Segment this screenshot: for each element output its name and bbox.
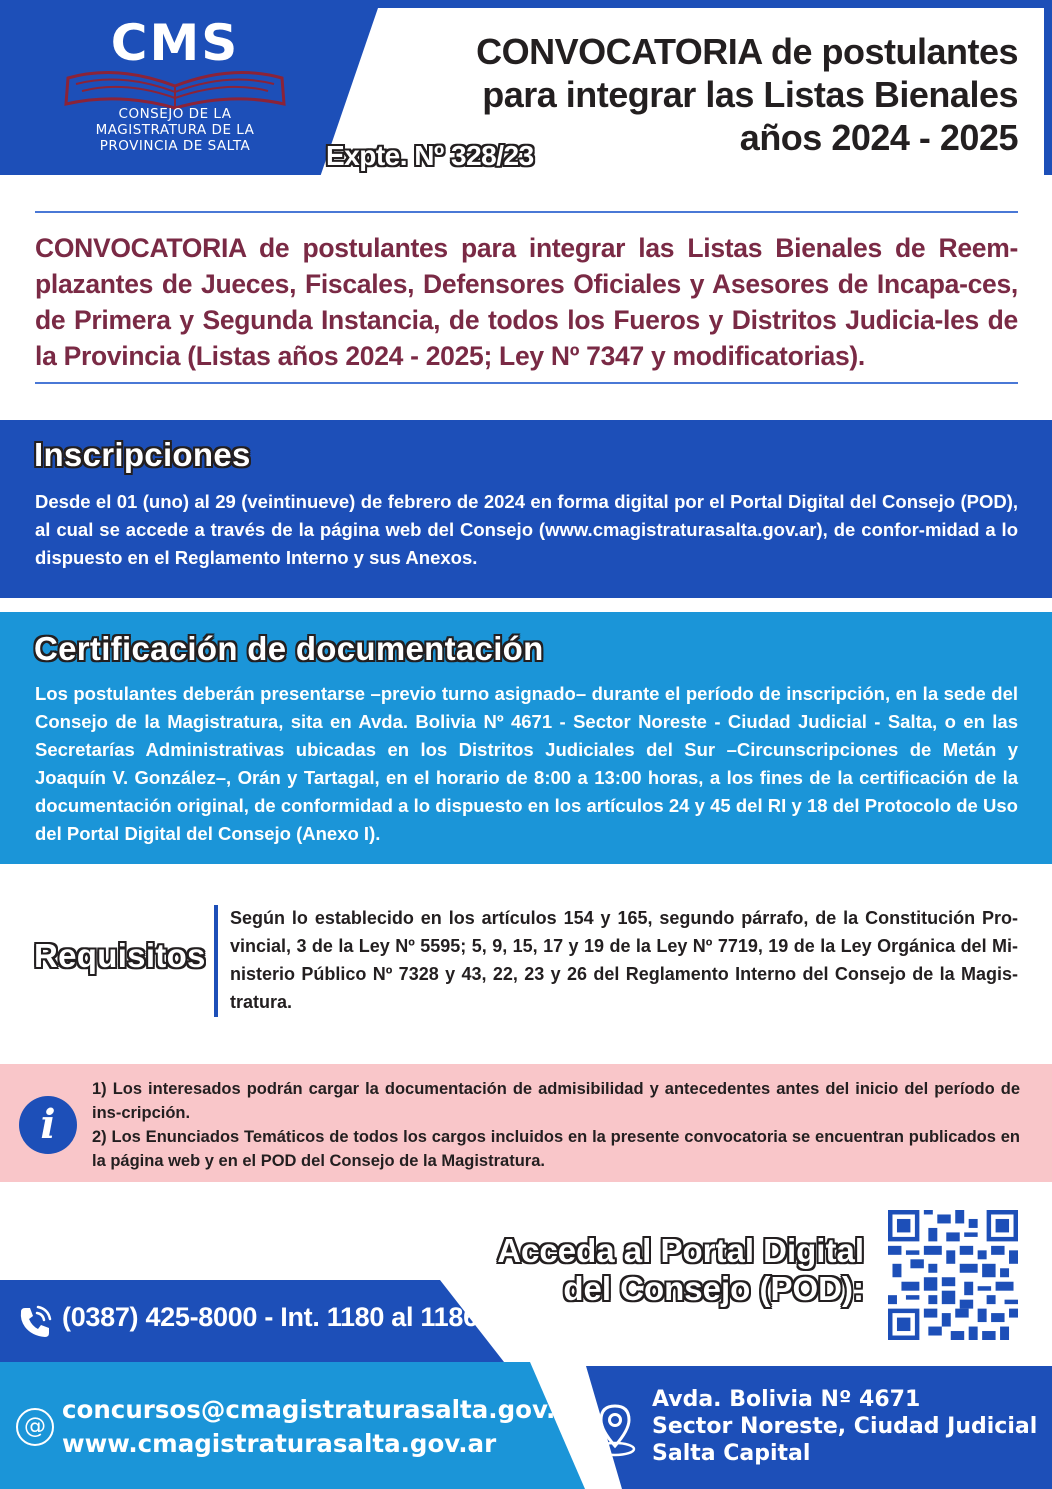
certificacion-body: Los postulantes deberán presentarse –previo turno asignado– durante el período de inscripción, en la sede del Consejo de la Magistratura, sita en Avda. Bolivia Nº 4671 - Sector Noreste - Ciudad Judicial - Salta, o en las Secretarías Administrativas ubicadas en los Distritos Judiciales del Sur –Circunscripciones de Metán y Joaquín V. González–, Orán y Tartagal, en el horario de 8:00 a 13:00 horas, a los fines de la certificación de la documentación original, de conformidad a lo dispuesto en los artículos 24 y 45 del RI y 18 del Protocolo de Uso del Portal Digital del Consejo (Anexo I). [35, 683, 1018, 844]
section-gap [0, 598, 1052, 612]
logo-subtitle: CONSEJO DE LA MAGISTRATURA DE LA PROVINCIA DE SALTA [95, 106, 255, 154]
contact-links [62, 1393, 584, 1461]
email-icon: @ [16, 1408, 54, 1446]
pod-heading: Acceda al Portal Digital del Consejo (POD): [497, 1232, 864, 1307]
open-book-icon [58, 64, 292, 110]
requisitos-divider [214, 905, 218, 1017]
inscripciones-title: Inscripciones [34, 436, 251, 473]
divider-bottom [35, 382, 1018, 384]
info-icon: i [19, 1096, 77, 1154]
info-notes [92, 1077, 1020, 1173]
cms-logo [40, 14, 310, 164]
requisitos-body: Según lo establecido en los artículos 154 y 165, segundo párrafo, de la Constitución Pro-vincial, 3 de la Ley Nº 5595; 5, 9, 15, 17 y 19 de la Ley Nº 7719, 19 de la Ley Orgánica del Mi-nisterio Público Nº 7328 y 43, 22, 23 y 26 del Reglamento Interno del Consejo de la Magis-tratura. [230, 908, 1018, 1012]
address: Avda. Bolivia Nº 4671 Sector Noreste, Ciudad Judicial Salta Capital [652, 1387, 1038, 1466]
logo-acronym: CMS [110, 14, 240, 72]
phone-icon [16, 1303, 54, 1341]
phone-number[interactable]: (0387) 425-8000 - Int. 1180 al 1186 [62, 1302, 478, 1332]
certificacion-title: Certificación de documentación [34, 630, 544, 667]
qr-code-icon[interactable] [888, 1210, 1018, 1340]
expediente-number: Expte. Nº 328/23 [326, 140, 534, 171]
lead-paragraph: CONVOCATORIA de postulantes para integrar las Listas Bienales de Reem-plazantes de Jueces, Fiscales, Defensores Oficiales y Asesores de Incapa-ces, de Primera y Segunda Instancia, de todos los Fueros y Distritos Judicia-les de la Provincia (Listas años 2024 - 2025; Ley Nº 7347 y modificatorias). [35, 233, 1018, 371]
location-pin-icon [592, 1402, 638, 1458]
inscripciones-body: Desde el 01 (uno) al 29 (veintinueve) de febrero de 2024 en forma digital por el Portal Digital del Consejo (POD), al cual se accede a través de la página web del Consejo (www.cmagistraturasalta.gov.ar), de confor-midad a lo dispuesto en el Reglamento Interno y sus Anexos. [35, 491, 1018, 568]
page-title: CONVOCATORIA de postulantes para integrar las Listas Bienales años 2024 - 2025 [476, 31, 1018, 158]
divider-top [35, 211, 1018, 213]
requisitos-title: Requisitos [34, 937, 206, 974]
info-note-1: 1) Los interesados podrán cargar la documentación de admisibilidad y antecedentes antes del inicio del período de ins-cripción. [92, 1080, 1020, 1122]
website-link[interactable]: www.cmagistraturasalta.gov.ar [62, 1429, 497, 1458]
info-note-2: 2) Los Enunciados Temáticos de todos los cargos incluidos en la presente convocatoria se encuentran publicados en la página web y en el POD del Consejo de la Magistratura. [92, 1128, 1020, 1170]
email-link[interactable]: concursos@cmagistraturasalta.gov.ar [62, 1395, 584, 1424]
